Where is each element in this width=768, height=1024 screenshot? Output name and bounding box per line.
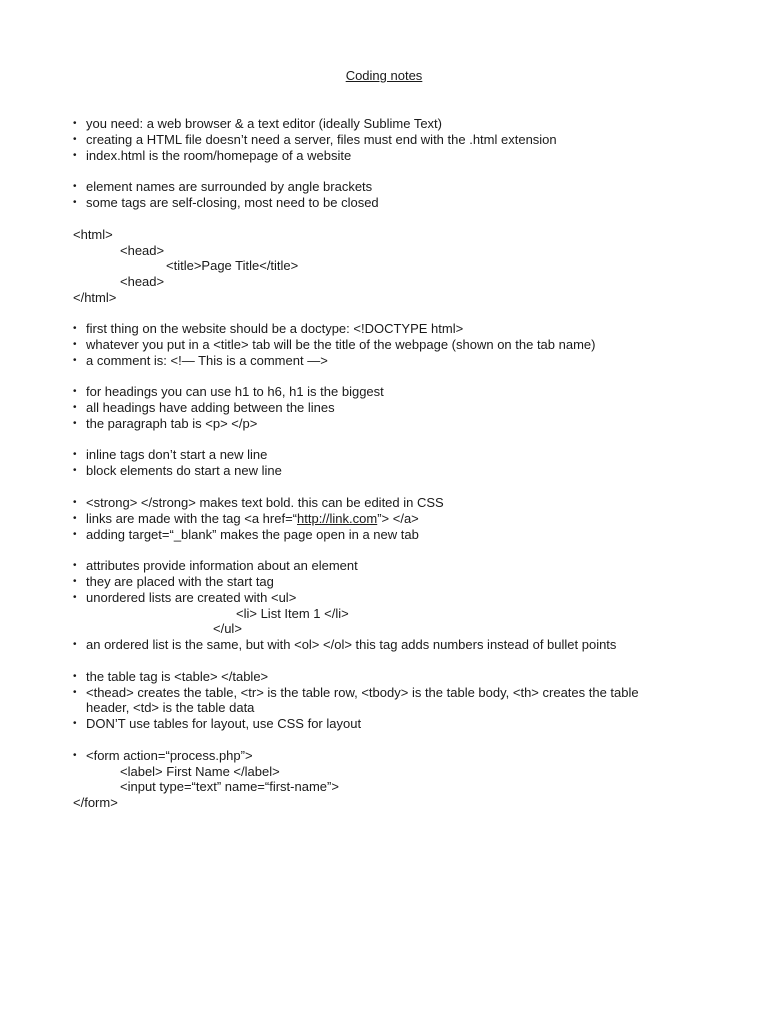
note-line: • they are placed with the start tag [86,574,274,590]
note-line: • block elements do start a new line [86,463,282,479]
note-line: • the paragraph tab is <p> </p> [86,416,257,432]
code-line: <html> [73,227,113,242]
note-line: • creating a HTML file doesn’t need a server, files must end with the .html extension [86,132,557,148]
code-line: </form> [73,795,118,810]
note-line: • links are made with the tag <a href=“http://link.com”> </a> [86,511,419,527]
link-text[interactable]: http://link.com [297,511,378,526]
code-line: <title>Page Title</title> [166,258,299,273]
note-line: • you need: a web browser & a text editor (ideally Sublime Text) [86,116,442,132]
code-line: </ul> [213,621,242,636]
note-line: • attributes provide information about an element [86,558,358,574]
code-line: <input type=“text” name=“first-name”> [120,779,339,794]
note-line: • some tags are self-closing, most need to be closed [86,195,379,211]
note-line: • element names are surrounded by angle brackets [86,179,372,195]
note-line: • <strong> </strong> makes text bold. this can be edited in CSS [86,495,444,511]
note-line: • <thead> creates the table, <tr> is the table row, <tbody> is the table body, <th> creates the table [86,685,639,701]
note-line: • all headings have adding between the lines [86,400,335,416]
code-line: </html> [73,290,117,305]
code-line: <label> First Name </label> [120,764,280,779]
note-line: • adding target=“_blank” makes the page open in a new tab [86,527,419,543]
note-line: • an ordered list is the same, but with <ol> </ol> this tag adds numbers instead of bullet points [86,637,616,653]
note-line: • the table tag is <table> </table> [86,669,268,685]
note-line: • unordered lists are created with <ul> [86,590,296,606]
note-line: • inline tags don’t start a new line [86,447,267,463]
note-line: • index.html is the room/homepage of a website [86,148,351,164]
code-line: <head> [120,243,165,258]
note-line: • <form action=“process.php”> [86,748,253,764]
code-line: <li> List Item 1 </li> [236,606,349,621]
note-line: • whatever you put in a <title> tab will be the title of the webpage (shown on the tab name) [86,337,595,353]
note-line: • for headings you can use h1 to h6, h1 is the biggest [86,384,384,400]
code-line: <head> [120,274,165,289]
note-line-continuation: header, <td> is the table data [86,700,255,715]
note-line: • first thing on the website should be a doctype: <!DOCTYPE html> [86,321,463,337]
note-line: • a comment is: <!— This is a comment —> [86,353,328,369]
page-title: Coding notes [345,68,423,83]
note-line: • DON’T use tables for layout, use CSS for layout [86,716,361,732]
